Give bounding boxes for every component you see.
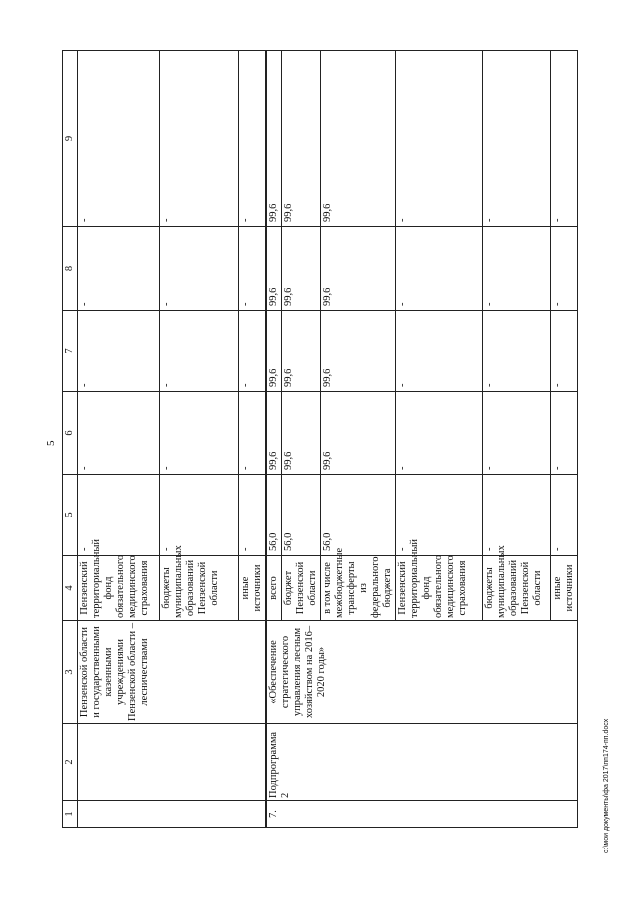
value-cell: - [396,311,483,392]
value-cell: 99,6 [321,51,396,227]
value-cell: - [396,227,483,311]
value-cell: - [239,227,267,311]
value-cell: - [551,392,578,475]
funding-source: иные источники [239,556,267,621]
funding-source: Пензенский территориальный фонд обязательного медицинского страхования [78,556,160,621]
header-cell: 9 [63,51,78,227]
value-cell: - [551,51,578,227]
header-cell: 8 [63,227,78,311]
value-cell: 99,6 [321,227,396,311]
table-row [266,51,282,828]
value-cell: - [551,311,578,392]
value-cell: - [483,392,551,475]
funding-source: Пензенский территориальный фонд обязательного медицинского страхования [396,556,483,621]
value-cell: 99,6 [266,392,282,475]
value-cell: - [396,392,483,475]
continuation-responsible: Пензенской области и государственными казенными учреждениями Пензенской области – лесничествами [78,621,267,724]
value-cell: - [160,51,239,227]
funding-source: бюджеты муниципальных образований Пензенской области [483,556,551,621]
header-cell: 5 [63,475,78,556]
value-cell: 99,6 [266,51,282,227]
value-cell: - [239,51,267,227]
value-cell: - [239,475,267,556]
value-cell: - [551,227,578,311]
value-cell: 99,6 [282,227,321,311]
value-cell: - [483,311,551,392]
table-row [78,51,160,828]
value-cell: - [551,475,578,556]
header-cell: 2 [63,724,78,801]
funding-source: иные источники [551,556,578,621]
value-cell: 99,6 [282,392,321,475]
row-number: 7. [266,801,578,828]
value-cell: - [160,311,239,392]
header-cell: 7 [63,311,78,392]
value-cell: 99,6 [282,51,321,227]
funding-table [62,50,578,828]
value-cell: - [396,475,483,556]
funding-source: бюджет Пензенской области [282,556,321,621]
value-cell: 99,6 [282,311,321,392]
value-cell: 99,6 [321,392,396,475]
value-cell: 99,6 [266,227,282,311]
value-cell: - [483,51,551,227]
rotated-page-content [62,51,640,828]
value-cell: - [160,475,239,556]
value-cell: 56,0 [266,475,282,556]
value-cell: - [78,227,160,311]
value-cell: - [160,392,239,475]
value-cell: - [78,392,160,475]
value-cell: 56,0 [282,475,321,556]
header-cell: 6 [63,392,78,475]
funding-source: в том числе межбюджетные трансферты из федерального бюджета [321,556,396,621]
value-cell: - [483,227,551,311]
value-cell: 99,6 [266,311,282,392]
value-cell: - [78,475,160,556]
header-cell: 4 [63,556,78,621]
funding-source: бюджеты муниципальных образований Пензенской области [160,556,239,621]
subprogram-title: «Обеспечение стратегического управления лесным хозяйством на 2016–2020 годы» [266,621,578,724]
value-cell: - [483,475,551,556]
value-cell: - [239,392,267,475]
value-cell: - [78,311,160,392]
value-cell: 56,0 [321,475,396,556]
subprogram-name: Подпрограмма 2 [266,724,578,801]
funding-source: всего [266,556,282,621]
value-cell: - [78,51,160,227]
value-cell: - [396,51,483,227]
header-cell: 1 [63,801,78,828]
value-cell: - [239,311,267,392]
footer-file-path: c:\мои документы\фа 2017\пп174-пп.docx [603,718,610,853]
value-cell: 99,6 [321,311,396,392]
page-number: 5 [45,440,57,446]
value-cell: - [160,227,239,311]
header-cell: 3 [63,621,78,724]
column-number-row [63,51,78,828]
